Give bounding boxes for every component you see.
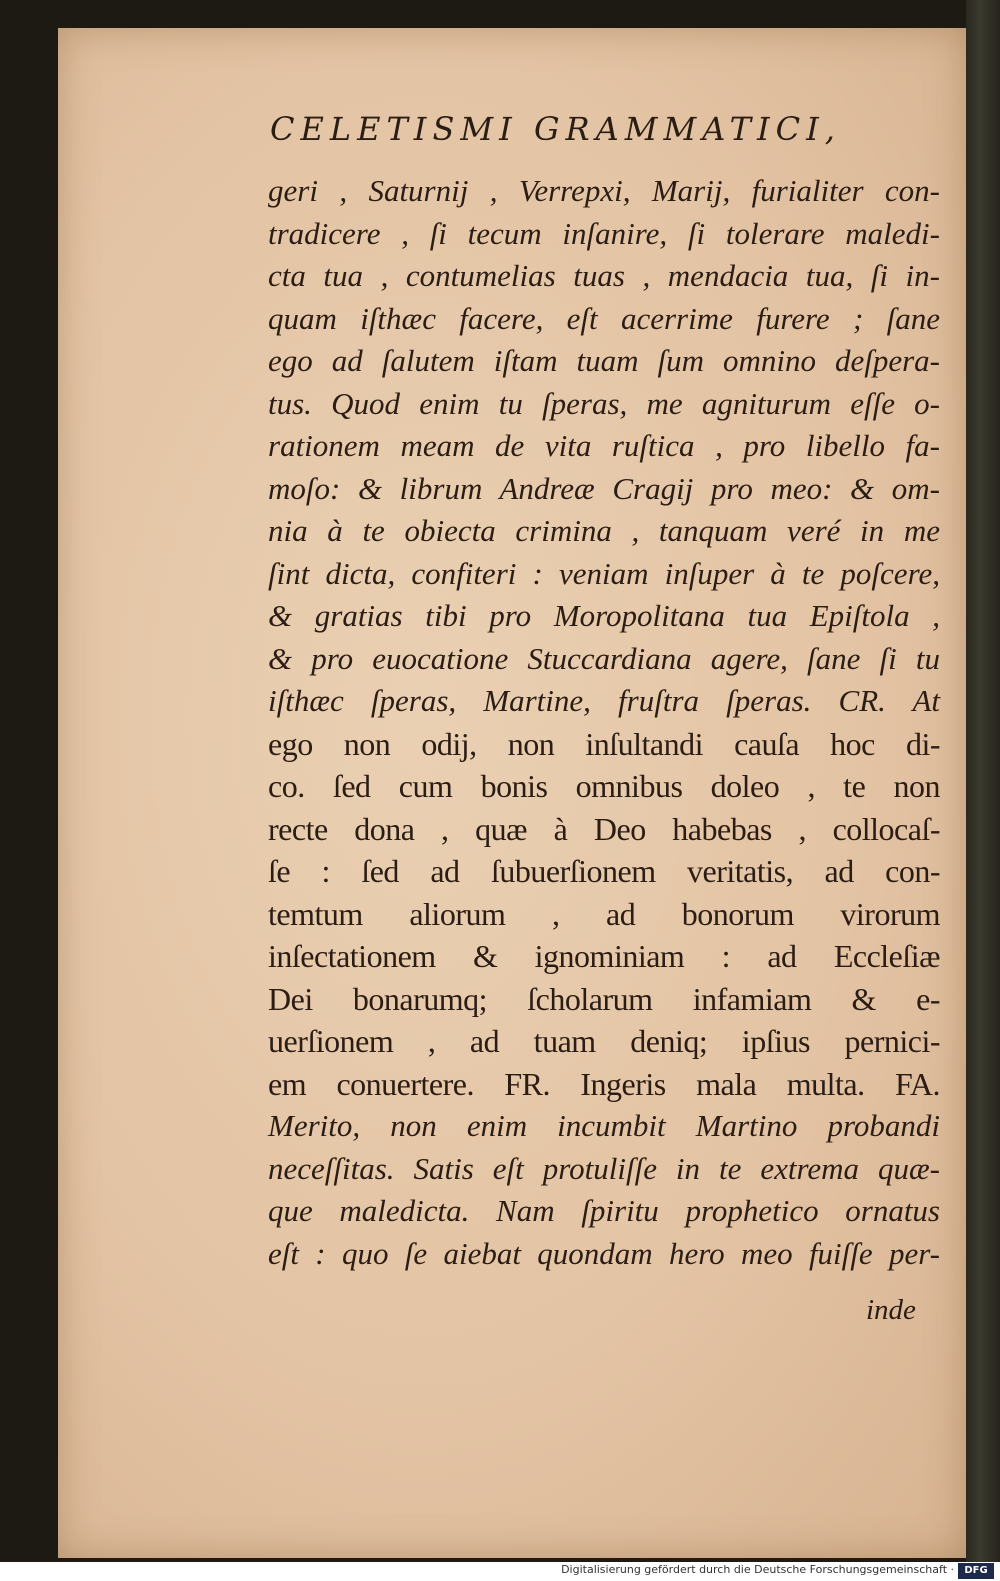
text-line: ego ad ſalutem iſtam tuam ſum omnino deſpera-	[268, 343, 940, 378]
text-line: inſectationem & ignominiam : ad Eccleſiæ	[268, 938, 940, 974]
text-line: ego non odij, non inſultandi cauſa hoc di-	[268, 725, 940, 762]
text-line: que maledicta. Nam ſpiritu prophetico ornatus	[268, 1193, 940, 1228]
running-head: CELETISMI GRAMMATICI,	[270, 110, 841, 148]
text-line: rationem meam de vita ruſtica , pro libello fa-	[268, 428, 940, 463]
text-line: co. ſed cum bonis omnibus doleo , te non	[268, 768, 940, 804]
text-line: ſe : ſed ad ſubuerſionem veritatis, ad con-	[268, 853, 940, 889]
funding-credit: Digitalisierung gefördert durch die Deutsche Forschungsgemeinschaft ·	[561, 1563, 954, 1576]
text-line: Dei bonarumq; ſcholarum infamiam & e-	[268, 980, 940, 1017]
text-block	[268, 170, 940, 1275]
text-line: recte dona , quæ à Deo habebas , collocaſ-	[268, 810, 940, 847]
text-line: temtum aliorum , ad bonorum virorum	[268, 895, 940, 932]
dfg-logo: DFG	[958, 1563, 994, 1579]
text-line: tus. Quod enim tu ſperas, me agniturum eſſe o-	[268, 385, 940, 421]
text-line: uerſionem , ad tuam deniq; ipſius pernici-	[268, 1023, 940, 1059]
text-line: & gratias tibi pro Moropolitana tua Epiſtola ,	[268, 598, 940, 633]
text-line: & pro euocatione Stuccardiana agere, ſane ſi tu	[268, 640, 940, 676]
text-line: tradicere , ſi tecum inſanire, ſi tolerare maledi-	[268, 215, 940, 251]
text-line: cta tua , contumelias tuas , mendacia tua, ſi in-	[268, 258, 940, 293]
text-line: Merito, non enim incumbit Martino probandi	[268, 1108, 940, 1143]
text-line: eſt : quo ſe aiebat quondam hero meo fuiſſe per-	[268, 1235, 940, 1271]
text-line: ſint dicta, confiteri : veniam inſuper à te poſcere,	[268, 555, 940, 591]
book-board-edge	[966, 0, 1000, 1562]
text-line: quam iſthæc facere, eſt acerrime furere ; ſane	[268, 300, 940, 336]
text-line: nia à te obiecta crimina , tanquam veré in me	[268, 513, 940, 548]
text-line: moſo: & librum Andreæ Cragij pro meo: & om-	[268, 470, 940, 506]
text-line: em conuertere. FR. Ingeris mala multa. FA.	[268, 1065, 940, 1102]
text-line: iſthæc ſperas, Martine, fruſtra ſperas. CR. At	[268, 683, 940, 718]
text-line: neceſſitas. Satis eſt protuliſſe in te extrema quæ-	[268, 1150, 940, 1186]
text-line: geri , Saturnij , Verrepxi, Marij, furialiter con-	[268, 173, 940, 208]
catchword: inde	[866, 1294, 916, 1326]
